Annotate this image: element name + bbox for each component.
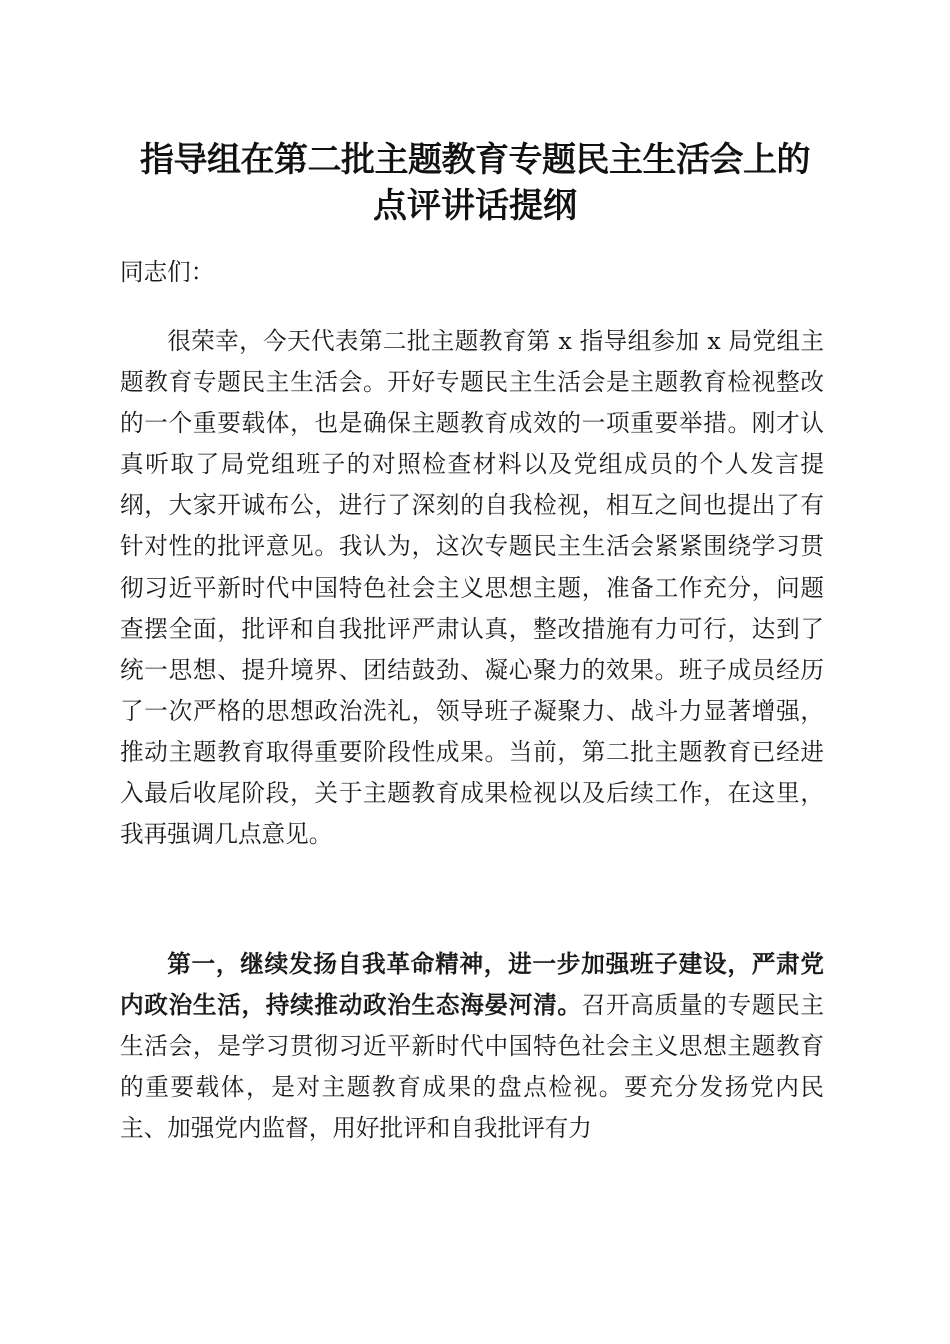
paragraph-2 xyxy=(120,944,824,1149)
paragraph-1: 很荣幸，今天代表第二批主题教育第 x 指导组参加 x 局党组主题教育专题民主生活会。开好专题民主生活会是主题教育检视整改的一个重要载体，也是确保主题教育成效的一项重要举措。刚才认真听取了局党组班子的对照检查材料以及党组成员的个人发言提纲，大家开诚布公，进行了深刻的自我检视，相互之间也提出了有针对性的批评意见。我认为，这次专题民主生活会紧紧围绕学习贯彻习近平新时代中国特色社会主义思想主题，准备工作充分，问题查摆全面，批评和自我批评严肃认真，整改措施有力可行，达到了统一思想、提升境界、团结鼓劲、凝心聚力的效果。班子成员经历了一次严格的思想政治洗礼，领导班子凝聚力、战斗力显著增强，推动主题教育取得重要阶段性成果。当前，第二批主题教育已经进入最后收尾阶段，关于主题教育成果检视以及后续工作，在这里，我再强调几点意见。 xyxy=(120,327,824,849)
paragraph-2-rest: 召开高质量的专题民主生活会，是学习贯彻习近平新时代中国特色社会主义思想主题教育的重要载体，是对主题教育成果的盘点检视。要充分发扬党内民主、加强党内监督，用好批评和自我批评有力 xyxy=(120,991,824,1143)
document-title-line-1: 指导组在第二批主题教育专题民主生活会上的 xyxy=(140,140,810,180)
document-title-line-2: 点评讲话提纲 xyxy=(373,186,577,226)
salutation: 同志们： xyxy=(120,258,215,286)
paragraph-2-bold-lead: 第一，继续发扬自我革命精神，进一步加强班子建设，严肃党内政治生活，持续推动政治生态海晏河清。 xyxy=(120,950,824,1020)
